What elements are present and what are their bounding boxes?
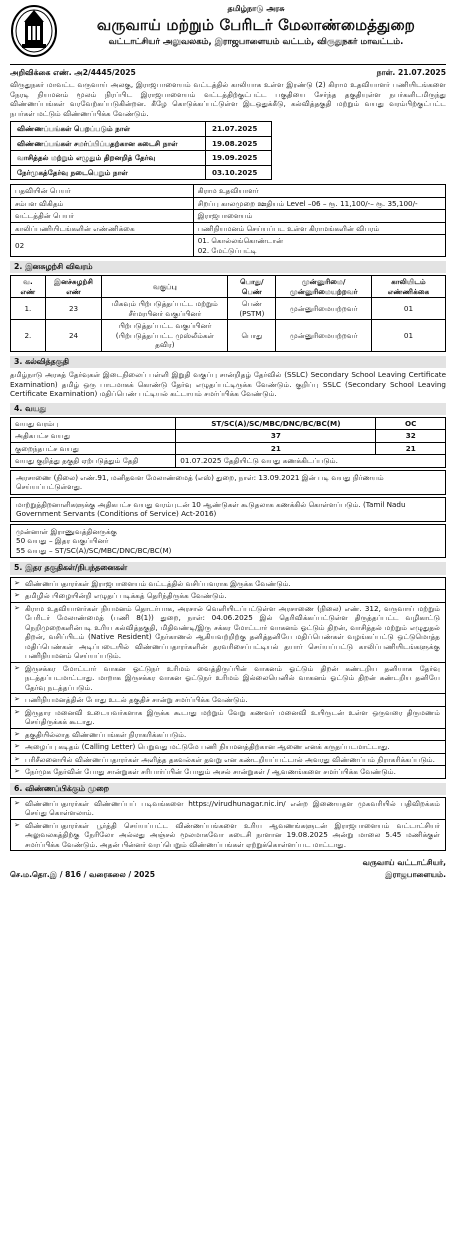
table-cell: குறைந்தபட்ச வயது xyxy=(11,442,176,455)
column-header: முன்னுரிமை/ முன்னுரிமையற்றவர் xyxy=(276,276,372,298)
date-label: விண்ணப்பங்கள் சமர்ப்பிப்பதற்கான கடைசி நாள் xyxy=(11,136,206,151)
section-heading: 4. வயது xyxy=(10,403,446,415)
row-label: வட்டத்தின் பெயர் xyxy=(11,210,194,223)
table-cell: 37 xyxy=(176,430,376,443)
table-cell: வயது வரம்பு xyxy=(11,417,176,430)
row-value: பணிநியமனம் செய்யப்பட உள்ள கிராமங்களின் விபரம் xyxy=(193,222,445,235)
table-cell: 01 xyxy=(372,320,446,352)
village-list xyxy=(193,235,445,257)
age-table xyxy=(10,417,446,468)
table-cell: பொது xyxy=(228,320,276,352)
ex-servicemen-title: முன்னாள் இராணுவத்தினருக்கு xyxy=(16,526,118,536)
column-header: இனச்சுழற்சி எண் xyxy=(45,276,102,298)
list-item: ➢ தகுதியில்லாத விண்ணப்பங்கள் நிராகரிக்கப்படும். xyxy=(10,729,446,742)
column-header: பொது/ பெண் xyxy=(228,276,276,298)
reference-line xyxy=(10,68,446,78)
date-value: 19.08.2025 xyxy=(205,136,271,151)
table-cell: 1. xyxy=(11,298,46,320)
table-cell: 23 xyxy=(45,298,102,320)
list-item: ➢ அழைப்பு கடிதம் (Calling Letter) பெறுவது மட்டுமே பணி நியமனத்திற்கான ஆணை எனக் கருதப்படமாட்டாது. xyxy=(10,741,446,754)
row-label: சம்பள விகிதம் xyxy=(11,197,194,210)
table-cell: பெண் (PSTM) xyxy=(228,298,276,320)
table-cell: முன்னுரிமையற்றவர் xyxy=(276,298,372,320)
table-row xyxy=(11,222,446,235)
list-item: ➢ பணிநியமனத்தின் போது உடல் தகுதிச் சான்று சமர்ப்பிக்க வேண்டும். xyxy=(10,694,446,707)
signatory-title: வருவாய் வட்டாட்சியர், xyxy=(362,858,446,868)
post-details-table xyxy=(10,184,446,257)
table-row xyxy=(11,185,446,198)
table-row xyxy=(11,442,446,455)
ex-servicemen-note xyxy=(10,524,446,559)
column-header: வகுப்பு xyxy=(102,276,228,298)
intro-paragraph: விருதுநகர் மாவட்ட வருவாய் அலகு, இராஜபாளையம் வட்டத்தில் காலியாக உள்ள இரண்டு (2) கிராம உதவியாளர் பணியிடங்களை நேரடி நியமனம் மூலம் நிரப்பிட இராஜபாளையம் வட்டத்திற்குட்பட்ட பகுதியை சேர்ந்த தகுதியுள்ள நபர்களிடமிருந்து விண்ணப்பங்கள் வரவேற்கப்படுகின்றன. கீழே கொடுக்கப்பட்டுள்ள இடஒதுக்கீடு, கல்வித்தகுதி மற்றும் வயது வரம்பிற்குட்பட்ட நபர்கள் மட்டும் விண்ணப்பிக்க வேண்டும். xyxy=(10,80,446,118)
table-row xyxy=(11,235,446,257)
government-name: தமிழ்நாடு அரசு xyxy=(227,4,285,13)
table-row xyxy=(11,197,446,210)
table-row xyxy=(11,210,446,223)
list-item: ➢ நேர்முக தேர்வின் போது சான்றுகள் சரிபார்ப்பின் போதும் அசல் சான்றுகள் / ஆவணங்களை சமர்ப்பிக்க வேண்டும். xyxy=(10,766,446,779)
apply-list xyxy=(10,797,446,852)
list-item: ➢ விண்ணப்பதாரர்கள் விண்ணப்பப் படிவங்களை https://virudhunagar.nic.in/ என்ற இணையதள முகவரியில் பதிவிறக்கம் செய்து கொள்ளலாம். xyxy=(10,797,446,820)
divider xyxy=(10,64,446,65)
section-heading: 2. இனசுழற்சி விவரம் xyxy=(10,261,446,273)
date-value: 21.07.2025 xyxy=(205,122,271,137)
table-row xyxy=(11,455,446,468)
ex-servicemen-line: 55 வயது – ST/SC(A)/SC/MBC/DNC/BC/BC(M) xyxy=(16,545,172,555)
signature-block xyxy=(363,857,446,880)
date-label: விண்ணப்பங்கள் பெறப்படும் நாள் xyxy=(11,122,206,137)
list-item: ➢ விண்ணப்பதாரர்கள் பூர்த்தி செய்யப்பட்ட விண்ணப்பங்களை உரிய ஆவணங்களுடன் இராஜபாளையம் வட்டாட்சியர் அலுவலகத்திற்கு நேரிலோ அல்லது அஞ்சல் மூலமாகவோ கடைசி நாளான 19.08.2025 அன்று மாலை 5.45 மணிக்குள் சமர்ப்பிக்க வேண்டும். அதன் பின்னர் வரப்பெறும் விண்ணப்பங்கள் ஏற்றுக்கொள்ளப்பட மாட்டாது. xyxy=(10,820,446,852)
tamil-nadu-emblem-icon xyxy=(10,4,58,58)
list-item: ➢ பரிசீலனையில் விண்ணப்பதாரர்கள் அளித்த தகவல்கள் தவறு என கண்டறியப்பட்டால் அவரது விண்ணப்பம் நிராகரிக்கப்படும். xyxy=(10,754,446,767)
table-cell: 2. xyxy=(11,320,46,352)
column-header: காலியிடம் எண்ணிக்கை xyxy=(372,276,446,298)
ex-servicemen-line: 50 வயது – இதர வகுப்பினர் xyxy=(16,536,109,546)
table-row xyxy=(11,165,272,180)
date-value: 03.10.2025 xyxy=(205,165,271,180)
table-row xyxy=(11,136,272,151)
list-item: ➢ கிராம உதவியாளர்கள் நியமனம் தொடர்பாக, அரசால் வெளியிடப்பட்டுள்ள அரசாணை (நிலை) எண். 312, வருவாய் மற்றும் பேரிடர் மேலாண்மைத் (பணி 8(1)) துறை, நாள்: 04.06.2025 இல் தெரிவிக்கப்பட்டுள்ள திருத்தப்பட்ட வழிகாட்டு நெறிமுறைகளின்படி உரிய கல்வித்தகுதி, மிதிவண்டி/இரு சக்கர மோட்டார் வாகனம் ஓட்டும் திறன், வாசித்தல் மற்றும் எழுதுதல் திறன், வசிப்பிடம் (Native Resident) நேர்காணல் ஆகியவற்றிற்கு தனித்தனியே மதிப்பெண்கள் வழங்கப்பட்டு ஒட்டுமொத்த மதிப்பெண்கள் அடிப்படையில் விண்ணப்பதாரர்களின் தரவரிசைப்பட்டியல் தயார் செய்யப்பட்டு காலிப்பணியிடங்களுக்கு பணிநியமனம் செய்யப்படும். xyxy=(10,603,446,663)
table-row xyxy=(11,122,272,137)
date-label: வாசித்தல் மற்றும் எழுதும் திறனறித் தேர்வு xyxy=(11,151,206,166)
table-cell: 21 xyxy=(376,442,446,455)
reservation-table xyxy=(10,275,446,352)
table-cell: 01 xyxy=(372,298,446,320)
village-item: 02. மேட்டுப்பட்டி xyxy=(197,245,257,255)
dipr-reference: செ.ம.தொ.இ / 816 / வரைகலை / 2025 xyxy=(10,870,155,880)
table-row xyxy=(11,320,446,352)
notification-number: அறிவிக்கை எண். அ2/4445/2025 xyxy=(10,68,136,77)
column-header: வ. எண் xyxy=(11,276,46,298)
disability-age-note: மாற்றுத்திறனாளிகளுக்கு அதிகபட்ச வயது வரம்புடன் 10 ஆண்டுகள் கூடுதலாக கணக்கில் கொள்ளப்படும். (Tamil Nadu Government Servants (Conditions of Service) Act-2016) xyxy=(10,497,446,522)
footer xyxy=(10,857,446,880)
vacancy-count: 02 xyxy=(11,235,194,257)
row-label: காலிப்பணியிடங்களின் எண்ணிக்கை xyxy=(11,222,194,235)
row-value: கிராம உதவியாளர் xyxy=(193,185,445,198)
table-cell: 32 xyxy=(376,430,446,443)
section-heading: 3. கல்வித்தகுதி xyxy=(10,356,446,368)
table-cell: பிற்படுத்தப்பட்ட வகுப்பினர் (பிற்படுத்தப்பட்ட முஸ்லீம்கள் தவிர) xyxy=(102,320,228,352)
list-item: ➢ தமிழில் பிழையின்றி எழுதப் படிக்கத் தெரிந்திருக்க வேண்டும். xyxy=(10,590,446,603)
list-item: ➢ இருதார மனைவி உடையவர்களாக இருக்க கூடாது மற்றும் வேறு கணவர் மனைவி உயிருடன் உள்ள ஒருவரை திருமணம் செய்திருக்கக் கூடாது. xyxy=(10,707,446,729)
department-name: வருவாய் மற்றும் பேரிடர் மேலாண்மைத்துறை xyxy=(96,15,416,34)
list-item: ➢ விண்ணப்பதாரர்கள் இராஜபாளையம் வட்டத்தில் வசிப்பவராக இருக்க வேண்டும். xyxy=(10,577,446,591)
table-cell: ST/SC(A)/SC/MBC/DNC/BC/BC(M) xyxy=(176,417,376,430)
table-cell: முன்னுரிமையற்றவர் xyxy=(276,320,372,352)
table-cell: வயது குறித்து தகுதி ஏற்படுத்தும் தேதி xyxy=(11,455,176,468)
table-cell: 21 xyxy=(176,442,376,455)
row-label: பதவியின் பெயர் xyxy=(11,185,194,198)
conditions-list xyxy=(10,577,446,779)
office-address: வட்டாட்சியர் அலுவலகம், இராஜபாளையம் வட்டம், விருதுநகர் மாவட்டம். xyxy=(108,37,404,48)
date-value: 19.09.2025 xyxy=(205,151,271,166)
table-row xyxy=(11,417,446,430)
header xyxy=(10,4,446,62)
notification-date: நாள். 21.07.2025 xyxy=(376,68,446,77)
table-cell: அதிகபட்ச வயது xyxy=(11,430,176,443)
row-value: சிறப்பு காலமுறை ஊதியம் Level –06 – ரூ. 11,100/-– ரூ. 35,100/- xyxy=(193,197,445,210)
list-item: ➢ இருசக்கர மோட்டார் வாகன ஓட்டுநர் உரிமம் வைத்திருப்பின் வாகனம் ஓட்டும் திறன் கண்டறிய தனியாக தேர்வு நடத்தப்படமாட்டாது. மாறாக இருசக்கர வாகன ஓட்டுநர் உரிமம் இல்லையெனில் வாகனம் ஓட்டும் திறன் கண்டறிய தனியே தேர்வு நடத்தப்படும். xyxy=(10,663,446,695)
education-text: தமிழ்நாடு அரசுத் தேர்வுகள் இடைநிலைப் பள்ளி இறுதி வகுப்பு சான்றிதழ் தேர்வில் (SSLC) Secondary School Leaving Certificate Examination) தமிழ் ஒரு பாடமாகக் கொண்டு தேர்வு எழுதப்பட்டிருக்க வேண்டும். குறிப்பு SSLC (Secondary School Leaving Certificate Examination) மதிப்பெண் பட்டியல் கட்டாயம் சமர்ப்பிக்க வேண்டும். xyxy=(10,370,446,399)
section-heading: 6. விண்ணப்பிக்கும் முறை xyxy=(10,783,446,795)
table-cell: OC xyxy=(376,417,446,430)
row-value: இராஜபாளையம் xyxy=(193,210,445,223)
section-heading: 5. இதர தகுதிகள்/நிபந்தனைகள் xyxy=(10,562,446,574)
village-item: 01. கொல்லங்கொண்டான் xyxy=(197,236,284,246)
table-cell: 01.07.2025 தேதியிட்டு வயது கணக்கிடப்படும். xyxy=(176,455,446,468)
age-note: அரசாணை (நிலை) எண்.91, மனிதவள மேலாண்மைத் (எஸ்) துறை, நாள்: 13.09.2021 இன் படி வயது நிர்ணயம் செய்யப்பட்டுள்ளது. xyxy=(10,470,446,495)
table-header-row xyxy=(11,276,446,298)
table-row xyxy=(11,430,446,443)
table-row xyxy=(11,298,446,320)
table-cell: 24 xyxy=(45,320,102,352)
table-cell: மிகவும் பிற்படுத்தப்பட்ட மற்றும் சீர்மரபினர் வகுப்பினர் xyxy=(102,298,228,320)
signatory-place: இராஜபாளையம். xyxy=(385,869,446,879)
table-row xyxy=(11,151,272,166)
date-label: நேர்முகத்தேர்வு நடைபெறும் நாள் xyxy=(11,165,206,180)
dates-table xyxy=(10,121,272,180)
